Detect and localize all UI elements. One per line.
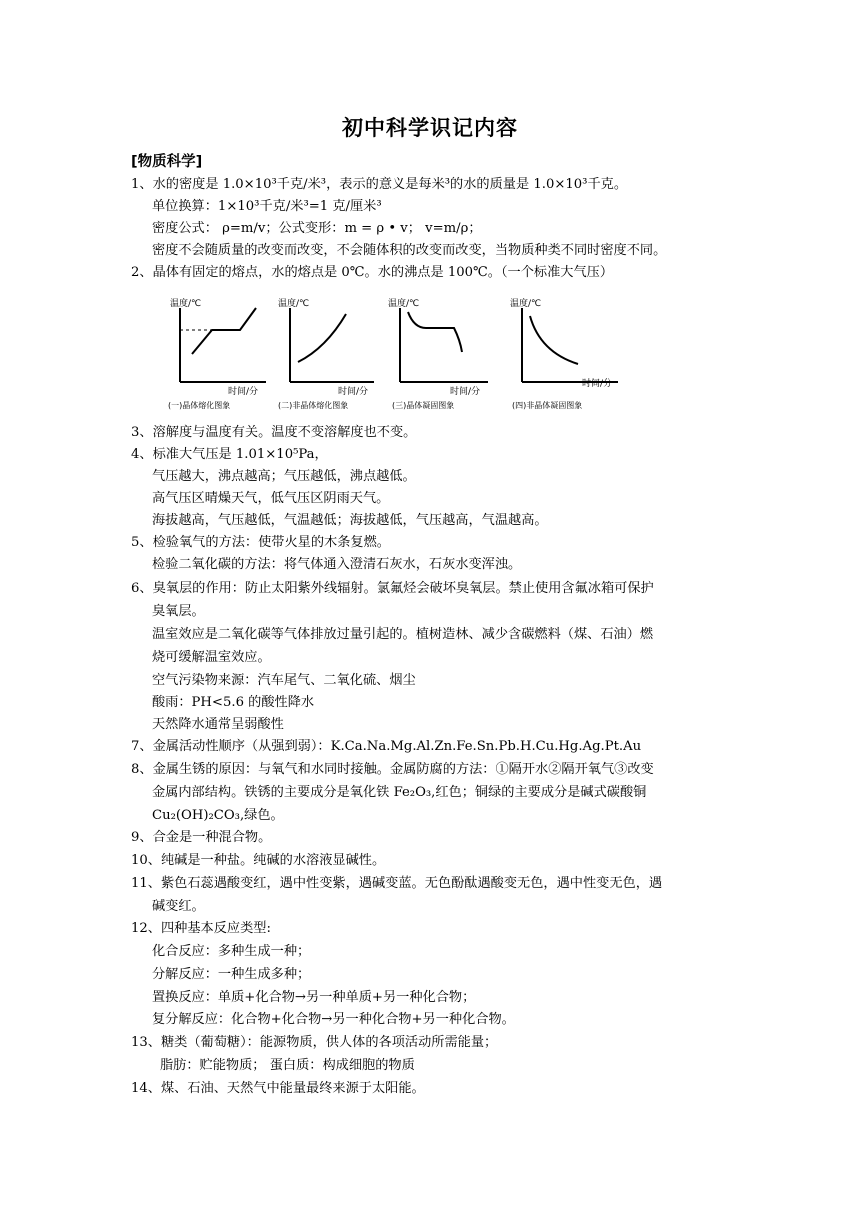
x-axis-label: 时间/分 <box>228 387 259 397</box>
text-line: 天然降水通常呈弱酸性 <box>152 717 284 732</box>
text-line: 8、金属生锈的原因：与氧气和水同时接触。金属防腐的方法：①隔开水②隔开氧气③改变 <box>131 762 654 777</box>
text-line: 碱变红。 <box>152 899 205 914</box>
y-axis-label: 温度/℃ <box>510 299 542 309</box>
text-line: 1、水的密度是 1.0×10³千克/米³，表示的意义是每米³的水的质量是 1.0×10³千克。 <box>131 177 628 192</box>
x-axis-label: 时间/分 <box>582 379 613 389</box>
x-axis-label: 时间/分 <box>338 387 369 397</box>
text-line: 单位换算：1×10³千克/米³=1 克/厘米³ <box>152 199 382 214</box>
text-line: 烧可缓解温室效应。 <box>152 650 271 665</box>
text-line: 5、检验氧气的方法：使带火星的木条复燃。 <box>131 535 390 550</box>
text-line: 检验二氧化碳的方法：将气体通入澄清石灰水，石灰水变浑浊。 <box>152 557 522 572</box>
text-line: 脂肪：贮能物质； 蛋白质：构成细胞的物质 <box>160 1058 415 1073</box>
text-line: 空气污染物来源：汽车尾气、二氧化硫、烟尘 <box>152 673 416 688</box>
chart-caption: (四)非晶体凝固图象 <box>512 401 583 410</box>
text-line: 金属内部结构。铁锈的主要成分是氧化铁 Fe₂O₃,红色；铜绿的主要成分是碱式碳酸铜 <box>152 785 647 800</box>
chart-caption: (三)晶体凝固图象 <box>392 401 455 410</box>
text-line: 2、晶体有固定的熔点，水的熔点是 0℃。水的沸点是 100℃。（一个标准大气压） <box>131 265 614 280</box>
chart-crystal-solidification <box>388 290 503 415</box>
y-axis-label: 温度/℃ <box>278 299 310 309</box>
text-line: 置换反应：单质+化合物→另一种单质+另一种化合物； <box>152 990 476 1005</box>
text-line: 复分解反应：化合物+化合物→另一种化合物+另一种化合物。 <box>152 1012 515 1027</box>
text-line: 高气压区晴燥天气，低气压区阴雨天气。 <box>152 491 390 506</box>
text-line: 7、金属活动性顺序（从强到弱）：K.Ca.Na.Mg.Al.Zn.Fe.Sn.Pb.H.Cu.Hg.Ag.Pt.Au <box>131 739 642 754</box>
text-line: 12、四种基本反应类型: <box>131 921 271 936</box>
text-line: 海拔越高，气压越低，气温越低；海拔越低，气压越高，气温越高。 <box>152 513 548 528</box>
chart-caption: (二)非晶体熔化图象 <box>278 401 349 410</box>
text-line: 密度不会随质量的改变而改变，不会随体积的改变而改变，当物质种类不同时密度不同。 <box>152 243 667 258</box>
text-line: 3、溶解度与温度有关。温度不变溶解度也不变。 <box>131 425 417 440</box>
text-line: 酸雨：PH<5.6 的酸性降水 <box>152 695 315 710</box>
text-line: 6、臭氧层的作用：防止太阳紫外线辐射。氯氟烃会破坏臭氧层。禁止使用含氟冰箱可保护 <box>131 581 654 596</box>
text-line: 9、合金是一种混合物。 <box>131 830 272 845</box>
chart-caption: (一)晶体熔化图象 <box>168 401 231 410</box>
text-line: 密度公式： ρ=m/v；公式变形：m = ρ • v； v=m/ρ； <box>152 221 482 236</box>
section-heading: [物质科学] <box>131 154 203 170</box>
temperature-time-figures <box>168 290 638 415</box>
text-line: 化合反应：多种生成一种； <box>152 944 311 959</box>
text-line: 分解反应：一种生成多种； <box>152 967 311 982</box>
y-axis-label: 温度/℃ <box>170 299 202 309</box>
text-line: 11、紫色石蕊遇酸变红，遇中性变紫，遇碱变蓝。无色酚酞遇酸变无色，遇中性变无色，遇 <box>131 876 663 891</box>
text-line: 13、糖类（葡萄糖）：能源物质，供人体的各项活动所需能量； <box>131 1035 498 1050</box>
text-line: 气压越大，沸点越高；气压越低，沸点越低。 <box>152 469 416 484</box>
text-line: 14、煤、石油、天然气中能量最终来源于太阳能。 <box>131 1081 425 1096</box>
chart-crystal-melting <box>168 290 278 415</box>
chart-amorphous-melting <box>278 290 388 415</box>
x-axis-label: 时间/分 <box>450 387 481 397</box>
page-title: 初中科学识记内容 <box>342 115 518 140</box>
chart-amorphous-solidification <box>508 290 633 415</box>
y-axis-label: 温度/℃ <box>388 299 420 309</box>
text-line: 4、标准大气压是 1.01×10⁵Pa， <box>131 447 328 462</box>
text-line: 臭氧层。 <box>152 604 205 619</box>
text-line: 温室效应是二氧化碳等气体排放过量引起的。植树造林、减少含碳燃料（煤、石油）燃 <box>152 627 654 642</box>
text-line: Cu₂(OH)₂CO₃,绿色。 <box>152 808 284 823</box>
text-line: 10、纯碱是一种盐。纯碱的水溶液显碱性。 <box>131 853 386 868</box>
